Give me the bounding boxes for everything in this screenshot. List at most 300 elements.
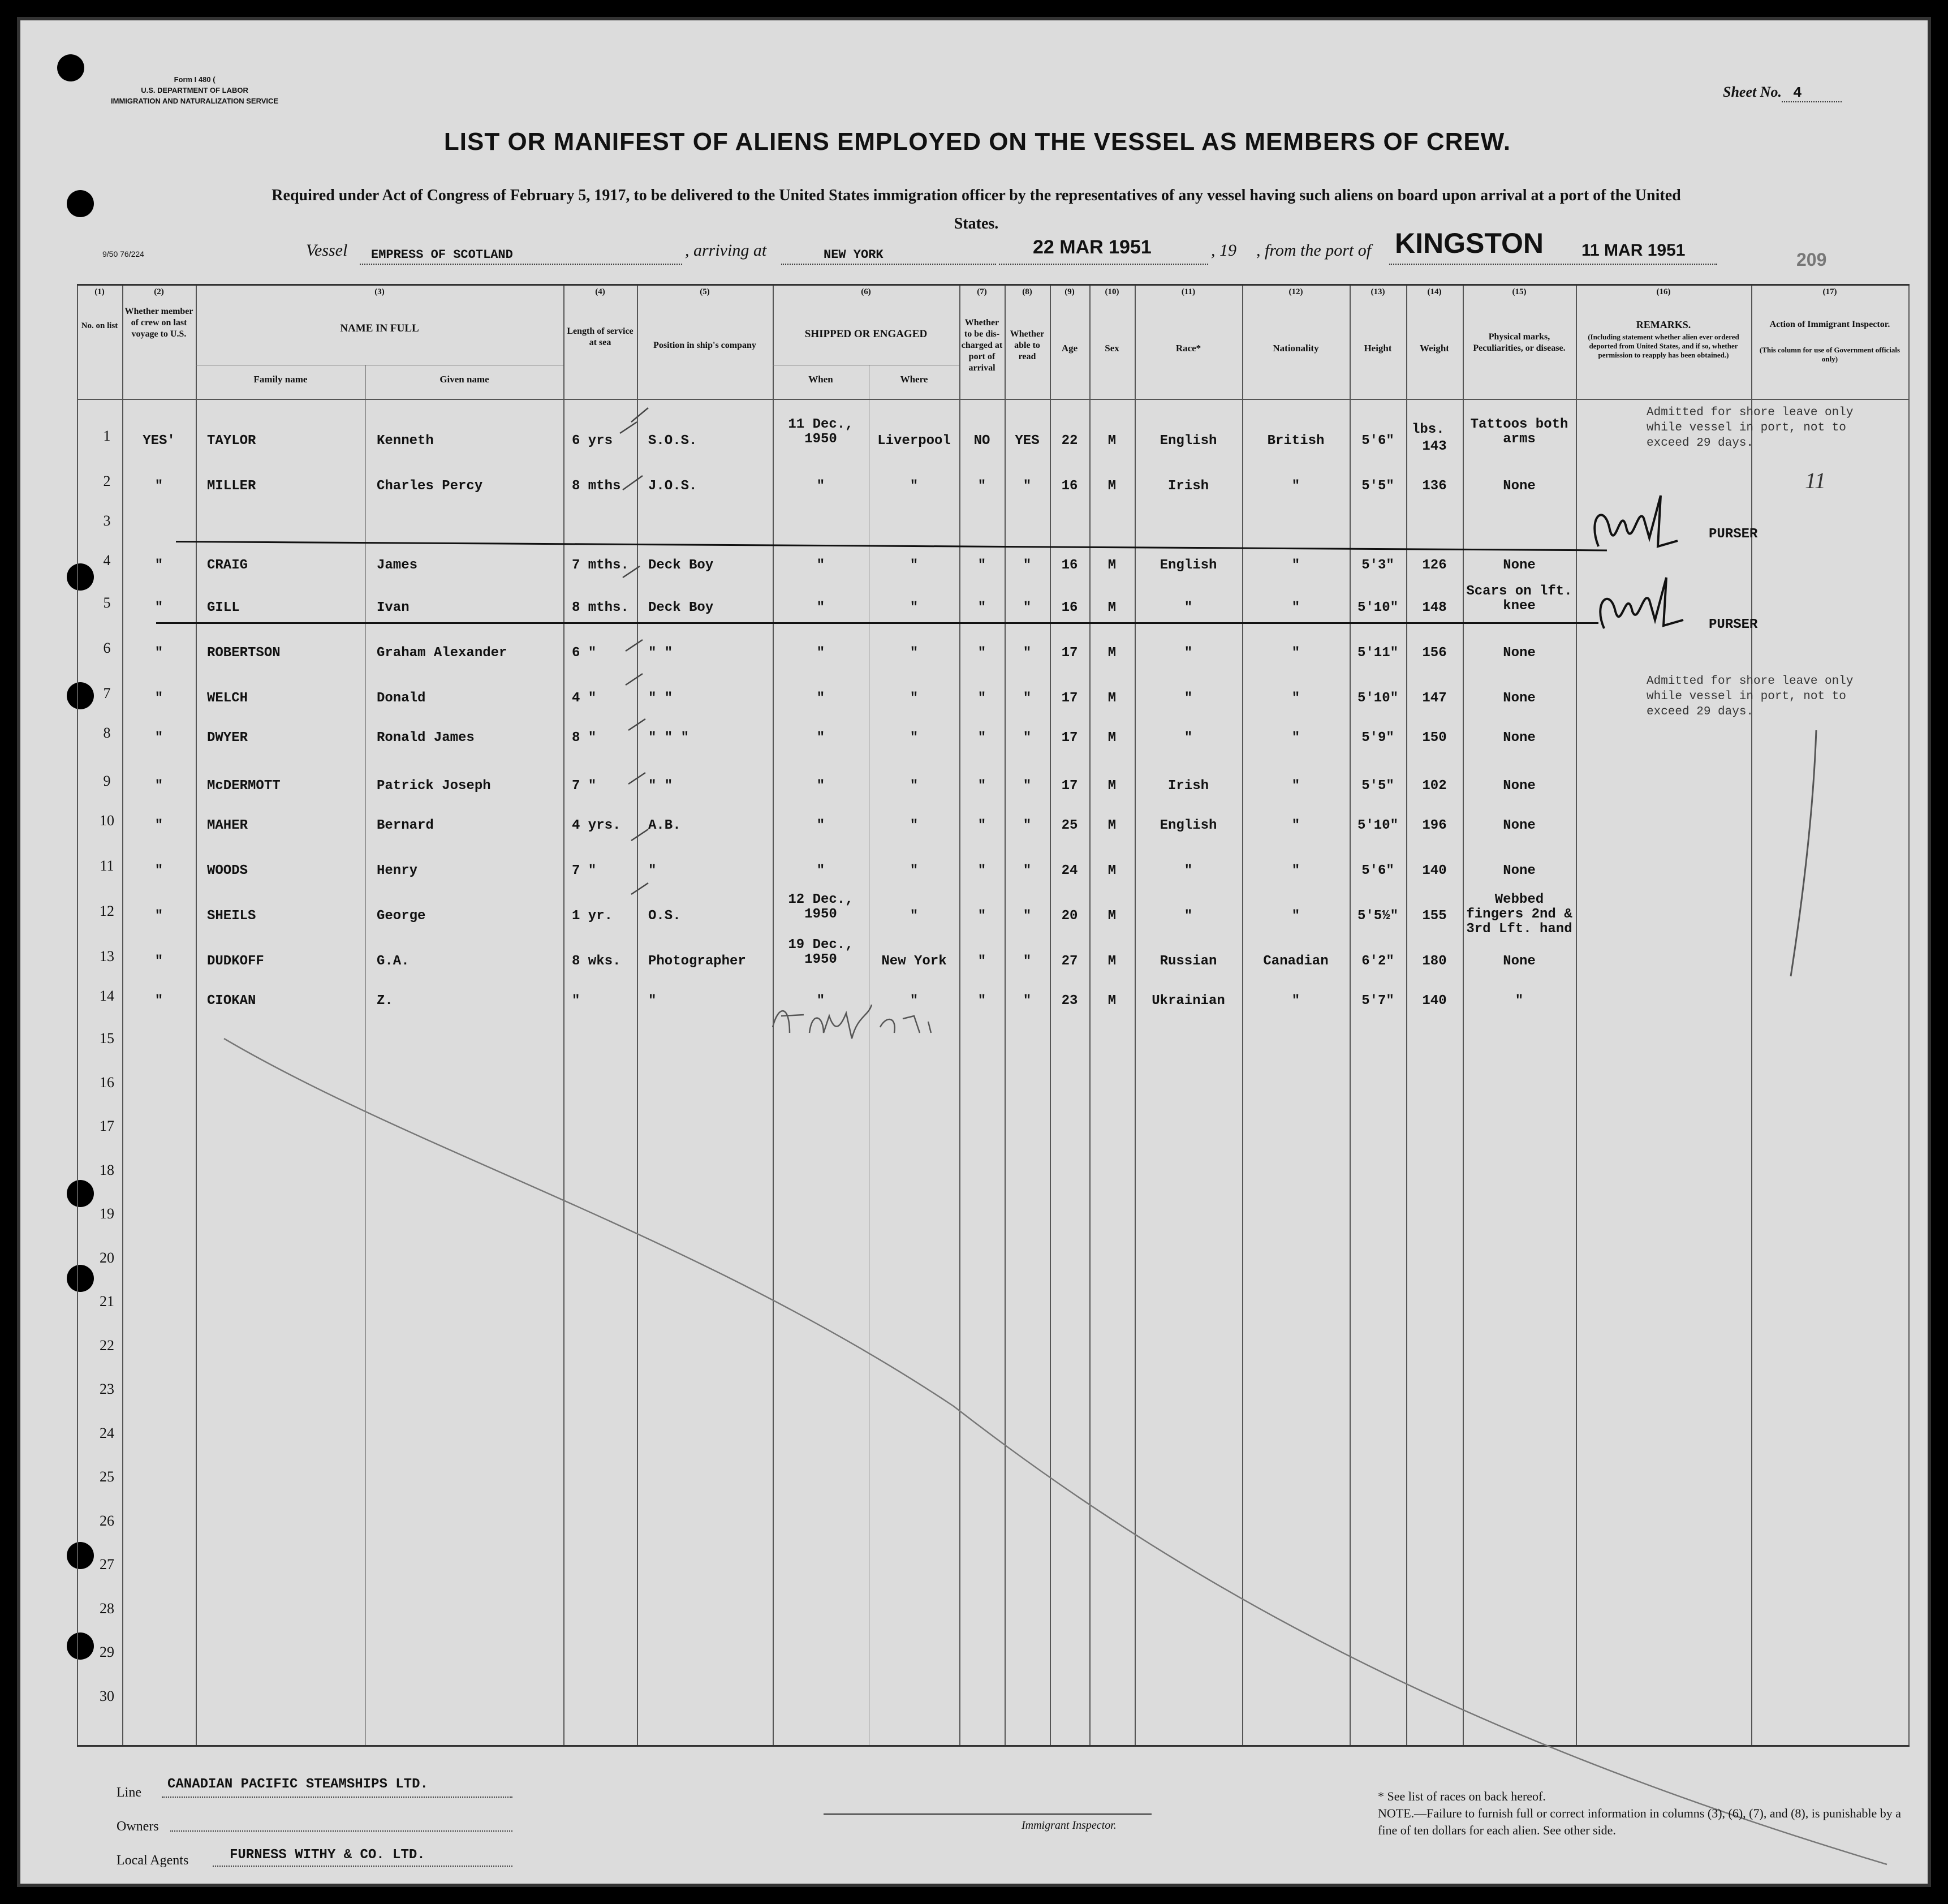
cell-when: " [816, 778, 825, 794]
row-number: 1 [103, 428, 111, 444]
row-number: 3 [103, 512, 111, 529]
cell-height: 5'6" [1361, 433, 1394, 449]
cell-service: 4 yrs. [572, 818, 621, 833]
row-number: 15 [100, 1030, 114, 1046]
cell-service: 4 " [572, 691, 597, 706]
col-num-14: (14) [1427, 287, 1442, 296]
cell-family: DUDKOFF [207, 954, 264, 969]
cell-last: " [154, 645, 163, 661]
row-number: 9 [103, 773, 111, 789]
row-number: 19 [100, 1205, 114, 1222]
purser-label-2: PURSER [1709, 617, 1758, 632]
cell-height: 5'5" [1361, 479, 1394, 494]
row-number: 10 [100, 812, 114, 829]
col-head-read: Whether able to read [1010, 329, 1045, 361]
col-head-race: Race* [1175, 343, 1201, 354]
cell-last: " [154, 993, 163, 1009]
action-check-mark [1791, 730, 1816, 976]
cell-where: " [910, 993, 919, 1009]
cell-age: 24 [1061, 863, 1078, 878]
row-number: 21 [100, 1293, 114, 1309]
col-num-17: (17) [1822, 287, 1837, 296]
cell-read: " [1023, 954, 1032, 969]
row-number: 25 [100, 1468, 114, 1485]
cell-age: 25 [1061, 818, 1078, 833]
cell-read: " [1023, 600, 1032, 615]
cell-age: 17 [1061, 778, 1078, 794]
cell-read: " [1023, 863, 1032, 878]
row-number: 28 [100, 1600, 114, 1617]
cell-height: 5'6" [1361, 863, 1394, 878]
cell-weight: 155 [1422, 908, 1447, 924]
race-note: * See list of races on back hereof. [1378, 1789, 1546, 1803]
cell-race: " [1184, 908, 1193, 924]
col-head-when: When [808, 374, 833, 385]
cell-given: Donald [377, 691, 426, 706]
cell-race: English [1160, 558, 1217, 573]
cell-marks: " [1515, 993, 1524, 1009]
cell-disch: " [977, 645, 986, 661]
cell-service: " [572, 993, 580, 1009]
cell-disch: " [977, 778, 986, 794]
cell-sex: M [1107, 433, 1117, 449]
cell-disch: " [977, 954, 986, 969]
manifest-sheet [17, 17, 1931, 1887]
cell-nat: British [1267, 433, 1325, 449]
col-num-2: (2) [154, 287, 164, 296]
cell-family: WELCH [207, 691, 248, 706]
col-head-shipped: SHIPPED OR ENGAGED [804, 328, 928, 340]
cell-nat: " [1291, 818, 1300, 833]
cell-age: 27 [1061, 954, 1078, 969]
cell-height: 5'10" [1357, 600, 1398, 615]
cell-given: G.A. [377, 954, 410, 969]
col-head-nationality: Nationality [1273, 343, 1319, 354]
cell-age: 16 [1061, 600, 1078, 615]
cell-family: CRAIG [207, 558, 248, 573]
cell-marks: None [1503, 691, 1536, 706]
cell-marks: Tattoos both arms [1470, 417, 1568, 447]
cell-sex: M [1107, 600, 1117, 615]
agents-value: FURNESS WITHY & CO. LTD. [230, 1847, 425, 1863]
from-port: KINGSTON [1395, 227, 1544, 259]
cell-given: Bernard [377, 818, 434, 833]
col-head-weight: Weight [1420, 343, 1449, 354]
cell-given: Henry [377, 863, 418, 878]
cell-weight: 102 [1422, 778, 1447, 794]
cell-service: 7 mths. [572, 558, 629, 573]
cell-sex: M [1107, 645, 1117, 661]
cell-nat: " [1291, 908, 1300, 924]
cell-family: TAYLOR [207, 433, 256, 449]
cell-age: 20 [1061, 908, 1078, 924]
cell-family: SHEILS [207, 908, 256, 924]
cell-race: English [1160, 433, 1217, 449]
cell-given: Kenneth [377, 433, 434, 449]
inspector-signature-line [824, 1813, 1152, 1815]
cell-when: " [816, 730, 825, 746]
cell-when: " [816, 558, 825, 573]
purser-signature-1 [1594, 496, 1678, 546]
handwriting-overlay [20, 20, 1931, 1887]
remark-shore-leave-1: Admitted for shore leave only while vessel in port, not to exceed 29 days. [1647, 406, 1854, 450]
cell-family: GILL [207, 600, 240, 615]
cell-position: " " [648, 778, 673, 794]
cell-position: " " " [648, 730, 689, 746]
cell-service: 7 " [572, 778, 597, 794]
row-number: 17 [100, 1118, 114, 1134]
row-number: 5 [103, 595, 111, 611]
cell-race: Irish [1167, 479, 1209, 494]
cell-race: " [1184, 691, 1193, 706]
cell-where: " [910, 863, 919, 878]
col-num-4: (4) [595, 287, 605, 296]
cell-where: " [910, 479, 919, 494]
department-name: U.S. DEPARTMENT OF LABOR [141, 86, 248, 94]
cell-disch: " [977, 558, 986, 573]
cell-marks: None [1503, 863, 1536, 878]
cell-nat: " [1291, 778, 1300, 794]
row-number: 14 [100, 988, 114, 1004]
row-number: 8 [103, 725, 111, 741]
cell-disch: " [977, 600, 986, 615]
cell-family: MAHER [207, 818, 248, 833]
cell-last: " [154, 908, 163, 924]
weight-unit: lbs. [1412, 422, 1445, 437]
row-number: 13 [100, 948, 114, 964]
col-num-16: (16) [1656, 287, 1671, 296]
cell-service: 1 yr. [572, 908, 613, 924]
cell-disch: " [977, 863, 986, 878]
cell-race: Irish [1167, 778, 1209, 794]
cell-given: Ivan [377, 600, 410, 615]
line-label: Line [117, 1785, 141, 1800]
cell-given: Graham Alexander [377, 645, 507, 661]
cell-where: " [910, 908, 919, 924]
cell-position: Deck Boy [648, 558, 714, 573]
penalty-note: NOTE.—Failure to furnish full or correct information in columns (3), (6), (7), and (8), is punishable by a fine of ten dollars for each alien. See other side. [1378, 1806, 1901, 1837]
purser-label-1: PURSER [1709, 527, 1758, 542]
col-num-3: (3) [374, 287, 385, 296]
cell-marks: Scars on lft. knee [1466, 584, 1572, 614]
cell-age: 17 [1061, 730, 1078, 746]
row-number: 11 [100, 858, 114, 874]
cell-nat: " [1291, 645, 1300, 661]
cell-weight: 180 [1422, 954, 1447, 969]
inspector-label: Immigrant Inspector. [1022, 1819, 1117, 1832]
cell-height: 5'5½" [1357, 908, 1398, 924]
cell-marks: None [1503, 778, 1536, 794]
cell-weight: 148 [1422, 600, 1447, 615]
cell-disch: " [977, 479, 986, 494]
cell-weight: 143 [1422, 439, 1447, 454]
cell-service: 6 " [572, 645, 597, 661]
cell-height: 5'10" [1357, 691, 1398, 706]
cell-read: " [1023, 479, 1032, 494]
page-stamp: 209 [1796, 249, 1827, 270]
col-head-marks: Physical marks, Peculiarities, or disease. [1473, 332, 1566, 353]
cell-race: " [1184, 600, 1193, 615]
col-num-11: (11) [1181, 287, 1196, 296]
cell-read: " [1023, 558, 1032, 573]
cell-last: " [154, 863, 163, 878]
cell-age: 17 [1061, 691, 1078, 706]
col-num-15: (15) [1512, 287, 1527, 296]
cell-weight: 150 [1422, 730, 1447, 746]
cell-height: 5'7" [1361, 993, 1394, 1009]
cell-position: " [648, 863, 657, 878]
cell-given: Charles Percy [377, 479, 483, 494]
row-number: 20 [100, 1249, 114, 1266]
cell-service: 6 yrs [572, 433, 613, 449]
sheet-label: Sheet No. [1723, 84, 1782, 100]
cell-last: " [154, 479, 163, 494]
row-number: 27 [100, 1556, 114, 1573]
cell-nat: Canadian [1263, 954, 1329, 969]
arriving-label: , arriving at [685, 241, 767, 260]
cell-race: Russian [1160, 954, 1217, 969]
cell-given: Ronald James [377, 730, 475, 746]
cell-weight: 140 [1422, 863, 1447, 878]
cell-service: 7 " [572, 863, 597, 878]
cell-race: " [1184, 730, 1193, 746]
cell-read: " [1023, 645, 1032, 661]
cell-when: 11 Dec., 1950 [788, 417, 854, 447]
cell-sex: M [1107, 778, 1117, 794]
cell-family: WOODS [207, 863, 248, 878]
cell-height: 5'9" [1361, 730, 1394, 746]
form-title: LIST OR MANIFEST OF ALIENS EMPLOYED ON THE VESSEL AS MEMBERS OF CREW. [443, 128, 1511, 156]
col-num-10: (10) [1105, 287, 1119, 296]
cell-where: " [910, 600, 919, 615]
row-number: 30 [100, 1687, 114, 1704]
form-code: 9/50 76/224 [102, 249, 144, 259]
cell-when: " [816, 993, 825, 1009]
inspector-signature [773, 1005, 931, 1039]
cell-when: " [816, 479, 825, 494]
owners-label: Owners [117, 1819, 159, 1834]
cell-position: J.O.S. [648, 479, 697, 494]
col-num-1: (1) [94, 287, 105, 296]
cell-nat: " [1291, 863, 1300, 878]
cell-sex: M [1107, 993, 1117, 1009]
arrival-date: 22 MAR 1951 [1033, 236, 1152, 258]
cell-when: 19 Dec., 1950 [788, 937, 854, 967]
cell-nat: " [1291, 730, 1300, 746]
cell-position: " [648, 993, 657, 1009]
col-head-sex: Sex [1105, 343, 1119, 354]
cell-position: Photographer [648, 954, 746, 969]
cell-weight: 156 [1422, 645, 1447, 661]
cell-marks: Webbed fingers 2nd & 3rd Lft. hand [1466, 892, 1572, 937]
cell-where: " [910, 691, 919, 706]
col-num-9: (9) [1064, 287, 1075, 296]
cell-read: " [1023, 993, 1032, 1009]
cell-nat: " [1291, 558, 1300, 573]
cell-last: " [154, 954, 163, 969]
cell-age: 22 [1061, 433, 1078, 449]
purser-signature-2 [1600, 578, 1683, 628]
form-number: Form I 480 ( [174, 75, 216, 84]
cell-when: " [816, 645, 825, 661]
cell-nat: " [1291, 993, 1300, 1009]
row-number: 12 [100, 903, 114, 919]
sheet-value: 4 [1782, 84, 1842, 102]
cell-when: " [816, 818, 825, 833]
cell-where: " [910, 778, 919, 794]
cell-sex: M [1107, 908, 1117, 924]
cell-sex: M [1107, 691, 1117, 706]
cell-disch: " [977, 818, 986, 833]
col-head-family-name: Family name [253, 374, 308, 385]
cell-service: 8 " [572, 730, 597, 746]
cell-last: YES' [143, 433, 175, 449]
col-num-8: (8) [1022, 287, 1032, 296]
cell-race: Ukrainian [1152, 993, 1225, 1009]
cell-marks: None [1503, 730, 1536, 746]
cell-family: ROBERTSON [207, 645, 281, 661]
vessel-name: EMPRESS OF SCOTLAND [371, 248, 513, 262]
cell-weight: 140 [1422, 993, 1447, 1009]
cell-height: 5'10" [1357, 818, 1398, 833]
cell-read: " [1023, 818, 1032, 833]
cell-where: " [910, 558, 919, 573]
cell-when: " [816, 863, 825, 878]
row-number: 6 [103, 640, 111, 656]
cell-where: " [910, 645, 919, 661]
cell-family: CIOKAN [207, 993, 256, 1009]
cell-race: English [1160, 818, 1217, 833]
cell-service: 8 mths. [572, 600, 629, 615]
cell-last: " [154, 818, 163, 833]
row-number: 29 [100, 1644, 114, 1660]
cell-disch: " [977, 908, 986, 924]
cell-where: New York [881, 954, 947, 969]
row-number: 22 [100, 1337, 114, 1354]
cell-disch: " [977, 993, 986, 1009]
cell-disch: NO [973, 433, 990, 449]
col-head-name: NAME IN FULL [340, 322, 419, 334]
col-head-service: Length of service at sea [567, 326, 633, 347]
cell-given: Z. [377, 993, 393, 1009]
row-number: 16 [100, 1074, 114, 1091]
cell-marks: None [1503, 818, 1536, 833]
cell-where: " [910, 818, 919, 833]
cell-where: Liverpool [877, 433, 951, 449]
cell-family: DWYER [207, 730, 248, 746]
service-tick-marks [620, 408, 648, 894]
cell-age: 23 [1061, 993, 1078, 1009]
cell-age: 16 [1061, 479, 1078, 494]
cell-last: " [154, 778, 163, 794]
cell-service: 8 mths [572, 479, 621, 494]
cell-when: " [816, 691, 825, 706]
cell-marks: None [1503, 954, 1536, 969]
col-head-action: Action of Immigrant Inspector. [1769, 320, 1890, 329]
row-number: 24 [100, 1424, 114, 1441]
line-value: CANADIAN PACIFIC STEAMSHIPS LTD. [167, 1777, 428, 1792]
cell-disch: " [977, 730, 986, 746]
col-num-7: (7) [977, 287, 987, 296]
col-head-discharged: Whether to be dis-charged at port of arrival [961, 318, 1003, 373]
col-head-remarks-note: (Including statement whether alien ever ordered deported from United States, and if so, whether permission to reapply has been obtained.) [1588, 333, 1739, 359]
cell-last: " [154, 730, 163, 746]
from-port-label: , from the port of [1256, 241, 1372, 260]
cell-position: " " [648, 691, 673, 706]
row-number: 2 [103, 473, 111, 489]
departure-date: 11 MAR 1951 [1581, 241, 1686, 260]
cell-read: " [1023, 730, 1032, 746]
cell-read: " [1023, 778, 1032, 794]
cell-height: 5'5" [1361, 778, 1394, 794]
cell-disch: " [977, 691, 986, 706]
cell-height: 5'11" [1357, 645, 1398, 661]
cell-weight: 136 [1422, 479, 1447, 494]
cell-sex: M [1107, 954, 1117, 969]
cell-service: 8 wks. [572, 954, 621, 969]
cell-nat: " [1291, 479, 1300, 494]
service-name: IMMIGRATION AND NATURALIZATION SERVICE [111, 97, 279, 105]
cell-age: 16 [1061, 558, 1078, 573]
cell-last: " [154, 558, 163, 573]
cell-sex: M [1107, 730, 1117, 746]
col-num-13: (13) [1371, 287, 1385, 296]
col-num-5: (5) [700, 287, 710, 296]
col-num-12: (12) [1288, 287, 1303, 296]
col-num-6: (6) [861, 287, 871, 296]
cell-family: McDERMOTT [207, 778, 281, 794]
cell-race: " [1184, 863, 1193, 878]
remark-shore-leave-2: Admitted for shore leave only while vessel in port, not to exceed 29 days. [1647, 675, 1854, 718]
cell-weight: 196 [1422, 818, 1447, 833]
arriving-port: NEW YORK [824, 248, 884, 262]
cell-nat: " [1291, 691, 1300, 706]
cell-given: James [377, 558, 418, 573]
cell-nat: " [1291, 600, 1300, 615]
cell-height: 5'3" [1361, 558, 1394, 573]
agents-label: Local Agents [117, 1853, 189, 1868]
col-head-where: Where [900, 374, 928, 385]
cell-where: " [910, 730, 919, 746]
action-mark: 11 [1805, 468, 1826, 493]
col-head-given-name: Given name [439, 374, 489, 385]
cell-position: O.S. [648, 908, 681, 924]
cell-when: " [816, 600, 825, 615]
cell-last: " [154, 600, 163, 615]
cell-marks: None [1503, 558, 1536, 573]
row-number: 26 [100, 1512, 114, 1529]
cell-race: " [1184, 645, 1193, 661]
col-head-position: Position in ship's company [653, 341, 756, 350]
year-label: , 19 [1211, 241, 1236, 260]
cell-sex: M [1107, 818, 1117, 833]
diagonal-cancel-line [224, 1039, 1887, 1864]
cell-given: George [377, 908, 426, 924]
row-number: 7 [103, 685, 111, 701]
cell-when: 12 Dec., 1950 [788, 892, 854, 922]
cell-position: " " [648, 645, 673, 661]
cell-position: Deck Boy [648, 600, 714, 615]
cell-read: " [1023, 908, 1032, 924]
cell-read: " [1023, 691, 1032, 706]
cell-read: YES [1015, 433, 1040, 449]
col-head-action-note: (This column for use of Government officials only) [1759, 346, 1900, 363]
row-number: 18 [100, 1161, 114, 1178]
cell-given: Patrick Joseph [377, 778, 491, 794]
col-head-age: Age [1061, 343, 1078, 354]
cell-weight: 126 [1422, 558, 1447, 573]
cell-weight: 147 [1422, 691, 1447, 706]
